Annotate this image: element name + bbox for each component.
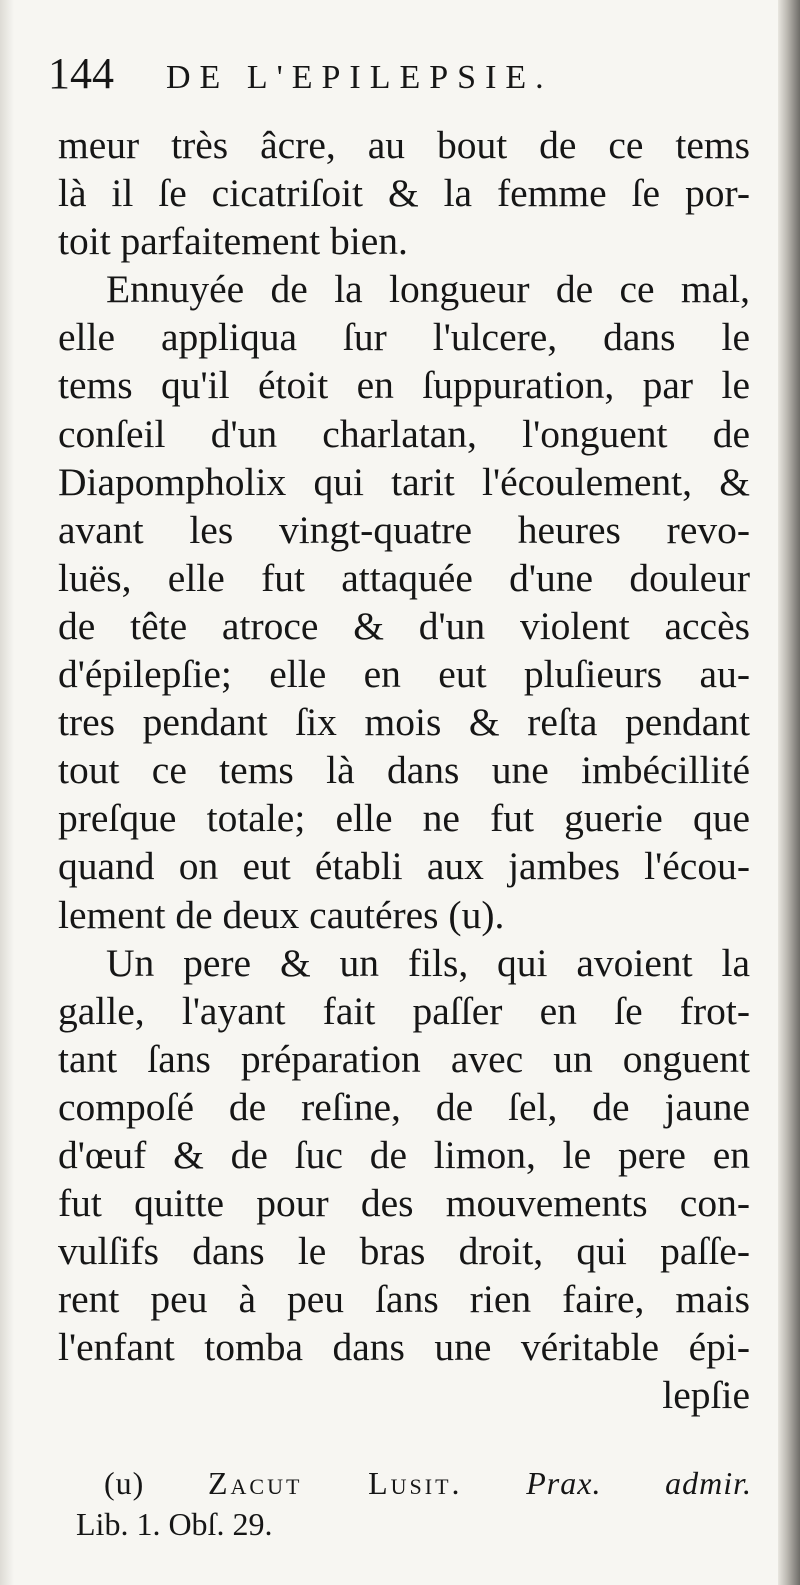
text-line: lement de deux cautéres (u). bbox=[58, 892, 505, 937]
text-line: tems qu'il étoit en ſuppuration, par le bbox=[58, 363, 750, 408]
text-line: tres pendant ſix mois & reſta pendant bbox=[58, 700, 750, 745]
footnote bbox=[76, 1463, 752, 1545]
text-line: compoſé de reſine, de ſel, de jaune bbox=[58, 1084, 750, 1129]
text-line: vulſifs dans le bras droit, qui paſſe- bbox=[58, 1229, 750, 1274]
footnote-marker: (u) bbox=[104, 1465, 145, 1501]
text-line: tant ſans préparation avec un onguent bbox=[58, 1036, 750, 1081]
text-line: Un pere & un fils, qui avoient la bbox=[106, 940, 750, 985]
text-line: rent peu à peu ſans rien faire, mais bbox=[58, 1277, 750, 1322]
text-line: conſeil d'un charlatan, l'onguent de bbox=[58, 411, 750, 456]
page-right-edge bbox=[778, 0, 800, 1585]
page-header bbox=[48, 44, 748, 104]
body-text bbox=[58, 121, 750, 1420]
text-line: l'enfant tomba dans une véritable épi- bbox=[58, 1325, 750, 1370]
text-line: luës, elle fut attaquée d'une douleur bbox=[58, 555, 750, 600]
footnote-reference: Lib. 1. Obſ. 29. bbox=[76, 1506, 273, 1542]
text-line: d'œuf & de ſuc de limon, le pere en bbox=[58, 1132, 750, 1177]
text-line: de tête atroce & d'un violent accès bbox=[58, 603, 750, 648]
text-line: toit parfaitement bien. bbox=[58, 219, 408, 264]
text-line: avant les vingt-quatre heures revo- bbox=[58, 507, 750, 552]
text-line: elle appliqua ſur l'ulcere, dans le bbox=[58, 315, 750, 360]
catchword: lepſie bbox=[662, 1373, 750, 1418]
text-line: meur très âcre, au bout de ce tems bbox=[58, 123, 750, 167]
text-line: galle, l'ayant fait paſſer en ſe frot- bbox=[58, 988, 750, 1033]
page-number: 144 bbox=[48, 49, 114, 98]
text-line: quand on eut établi aux jambes l'écou- bbox=[58, 844, 750, 889]
page-left-edge bbox=[0, 0, 14, 1585]
footnote-work: Prax. admir. bbox=[526, 1465, 753, 1501]
running-title: DE L'EPILEPSIE. bbox=[166, 59, 553, 96]
text-line: tout ce tems là dans une imbécillité bbox=[58, 748, 750, 793]
text-line: Ennuyée de la longueur de ce mal, bbox=[106, 267, 750, 312]
footnote-author: Zacut Lusit. bbox=[208, 1465, 463, 1501]
text-line: d'épilepſie; elle en eut pluſieurs au- bbox=[58, 652, 750, 697]
text-line: preſque totale; elle ne fut guerie que bbox=[58, 796, 750, 841]
text-line: Diapompholix qui tarit l'écoulement, & bbox=[58, 459, 750, 504]
text-line: là il ſe cicatriſoit & la femme ſe por- bbox=[58, 171, 750, 216]
text-line: fut quitte pour des mouvements con- bbox=[58, 1181, 750, 1226]
